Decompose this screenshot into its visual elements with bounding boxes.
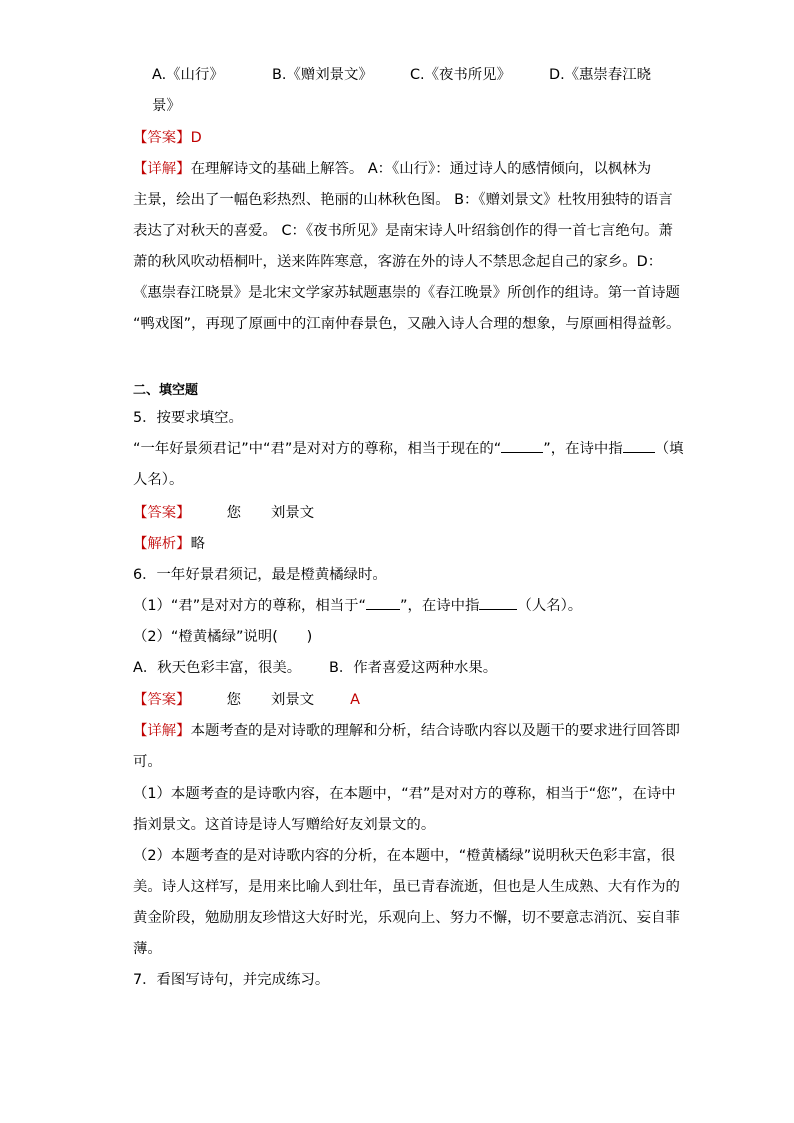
q6-detail-line-7: 黄金阶段，勉励朋友珍惜这大好时光，乐观向上、努力不懈，切不要意志消沉、妄自菲	[133, 910, 680, 926]
q4-option-d: D.《惠崇春江晓	[549, 67, 651, 83]
q7-stem: 7．看图写诗句，并完成练习。	[133, 972, 330, 988]
section-title: 二、填空题	[133, 383, 199, 398]
blank	[623, 438, 655, 453]
q6-detail-line-8: 薄。	[133, 941, 162, 957]
q6-option-a: A．秋天色彩丰富，很美。	[133, 660, 302, 676]
q6-text-b: ”，在诗中指	[400, 598, 480, 614]
q4-detail-line-2: 主景，绘出了一幅色彩热烈、艳丽的山林秋色图。 B：《赠刘景文》杜牧用独特的语言	[133, 192, 673, 208]
answer-value: 刘景文	[270, 692, 315, 708]
q4-option-d-cont: 景》	[152, 98, 181, 114]
q4-detail-line-4: 萧的秋风吹动梧桐叶，送来阵阵寒意，客游在外的诗人不禁思念起自己的家乡。D：	[133, 254, 663, 270]
detail-tag: 【详解】	[133, 161, 191, 177]
q6-detail-line-3: （1）本题考查的是诗歌内容，在本题中，“君”是对对方的尊称，相当于“您”，在诗中	[133, 786, 676, 802]
answer-value: 刘景文	[270, 505, 315, 521]
q6-text-a: （1）“君”是对对方的尊称，相当于“	[133, 598, 366, 614]
q5-text-a: “一年好景须君记”中“君”是对对方的尊称，相当于现在的“	[133, 441, 502, 457]
q5-text-b: ”，在诗中指	[543, 441, 623, 457]
q4-detail-line-3: 表达了对秋天的喜爱。 C：《夜书所见》是南宋诗人叶绍翁创作的得一首七言绝句。萧	[133, 223, 673, 239]
answer-tag: 【答案】	[133, 505, 191, 521]
q5-analysis-line	[133, 533, 205, 555]
q6-detail-line-2: 可。	[133, 754, 162, 770]
q5-line-2: 人名）。	[133, 472, 184, 488]
answer-tag: 【答案】	[133, 130, 191, 146]
q6-text-c: （人名）。	[517, 598, 583, 614]
analysis-tag: 【解析】	[133, 536, 191, 552]
q6-detail-line-4: 指刘景文。这首诗是诗人写赠给好友刘景文的。	[133, 817, 436, 833]
q6-sub1	[133, 595, 582, 617]
q5-stem: 5．按要求填空。	[133, 410, 243, 426]
detail-text: 在理解诗文的基础上解答。 A：《山行》：通过诗人的感情倾向，以枫林为	[190, 161, 652, 177]
detail-text: 本题考查的是对诗歌的理解和分析，结合诗歌内容以及题干的要求进行回答即	[190, 723, 680, 739]
q4-option-a: A.《山行》	[152, 67, 224, 83]
answer-value: 您	[226, 505, 241, 521]
q6-sub2: （2）“橙黄橘绿”说明( )	[133, 629, 313, 645]
q4-option-c: C.《夜书所见》	[410, 67, 511, 83]
q6-option-b: B．作者喜爱这两种水果。	[329, 660, 498, 676]
q6-answer-line	[133, 689, 360, 711]
q4-answer-line	[133, 127, 202, 149]
detail-tag: 【详解】	[133, 723, 191, 739]
q4-option-b: B.《赠刘景文》	[272, 67, 373, 83]
blank	[501, 438, 543, 453]
answer-tag: 【答案】	[133, 692, 191, 708]
q6-detail-line-1	[133, 720, 680, 742]
q4-detail-line-5: 《惠崇春江晓景》是北宋文学家苏轼题惠崇的《春江晚景》所创作的组诗。第一首诗题	[133, 285, 680, 301]
q5-answer-line	[133, 502, 314, 524]
answer-value: A	[350, 692, 361, 708]
q5-line-1	[133, 438, 683, 460]
q6-stem: 6．一年好景君须记，最是橙黄橘绿时。	[133, 567, 387, 583]
q4-detail-line-1	[133, 158, 651, 180]
blank	[479, 595, 517, 610]
q5-text-c: （填	[654, 441, 684, 457]
q6-detail-line-5: （2）本题考查的是对诗歌内容的分析，在本题中，“橙黄橘绿”说明秋天色彩丰富，很	[133, 848, 676, 864]
answer-value: D	[190, 130, 202, 146]
q6-detail-line-6: 美。诗人这样写，是用来比喻人到壮年，虽已青春流逝，但也是人生成熟、大有作为的	[133, 879, 680, 895]
blank	[366, 595, 400, 610]
answer-value: 您	[226, 692, 241, 708]
analysis-text: 略	[190, 536, 205, 552]
q4-detail-line-6: “鸭戏图”，再现了原画中的江南仲春景色，又融入诗人合理的想象，与原画相得益彰。	[133, 316, 681, 332]
